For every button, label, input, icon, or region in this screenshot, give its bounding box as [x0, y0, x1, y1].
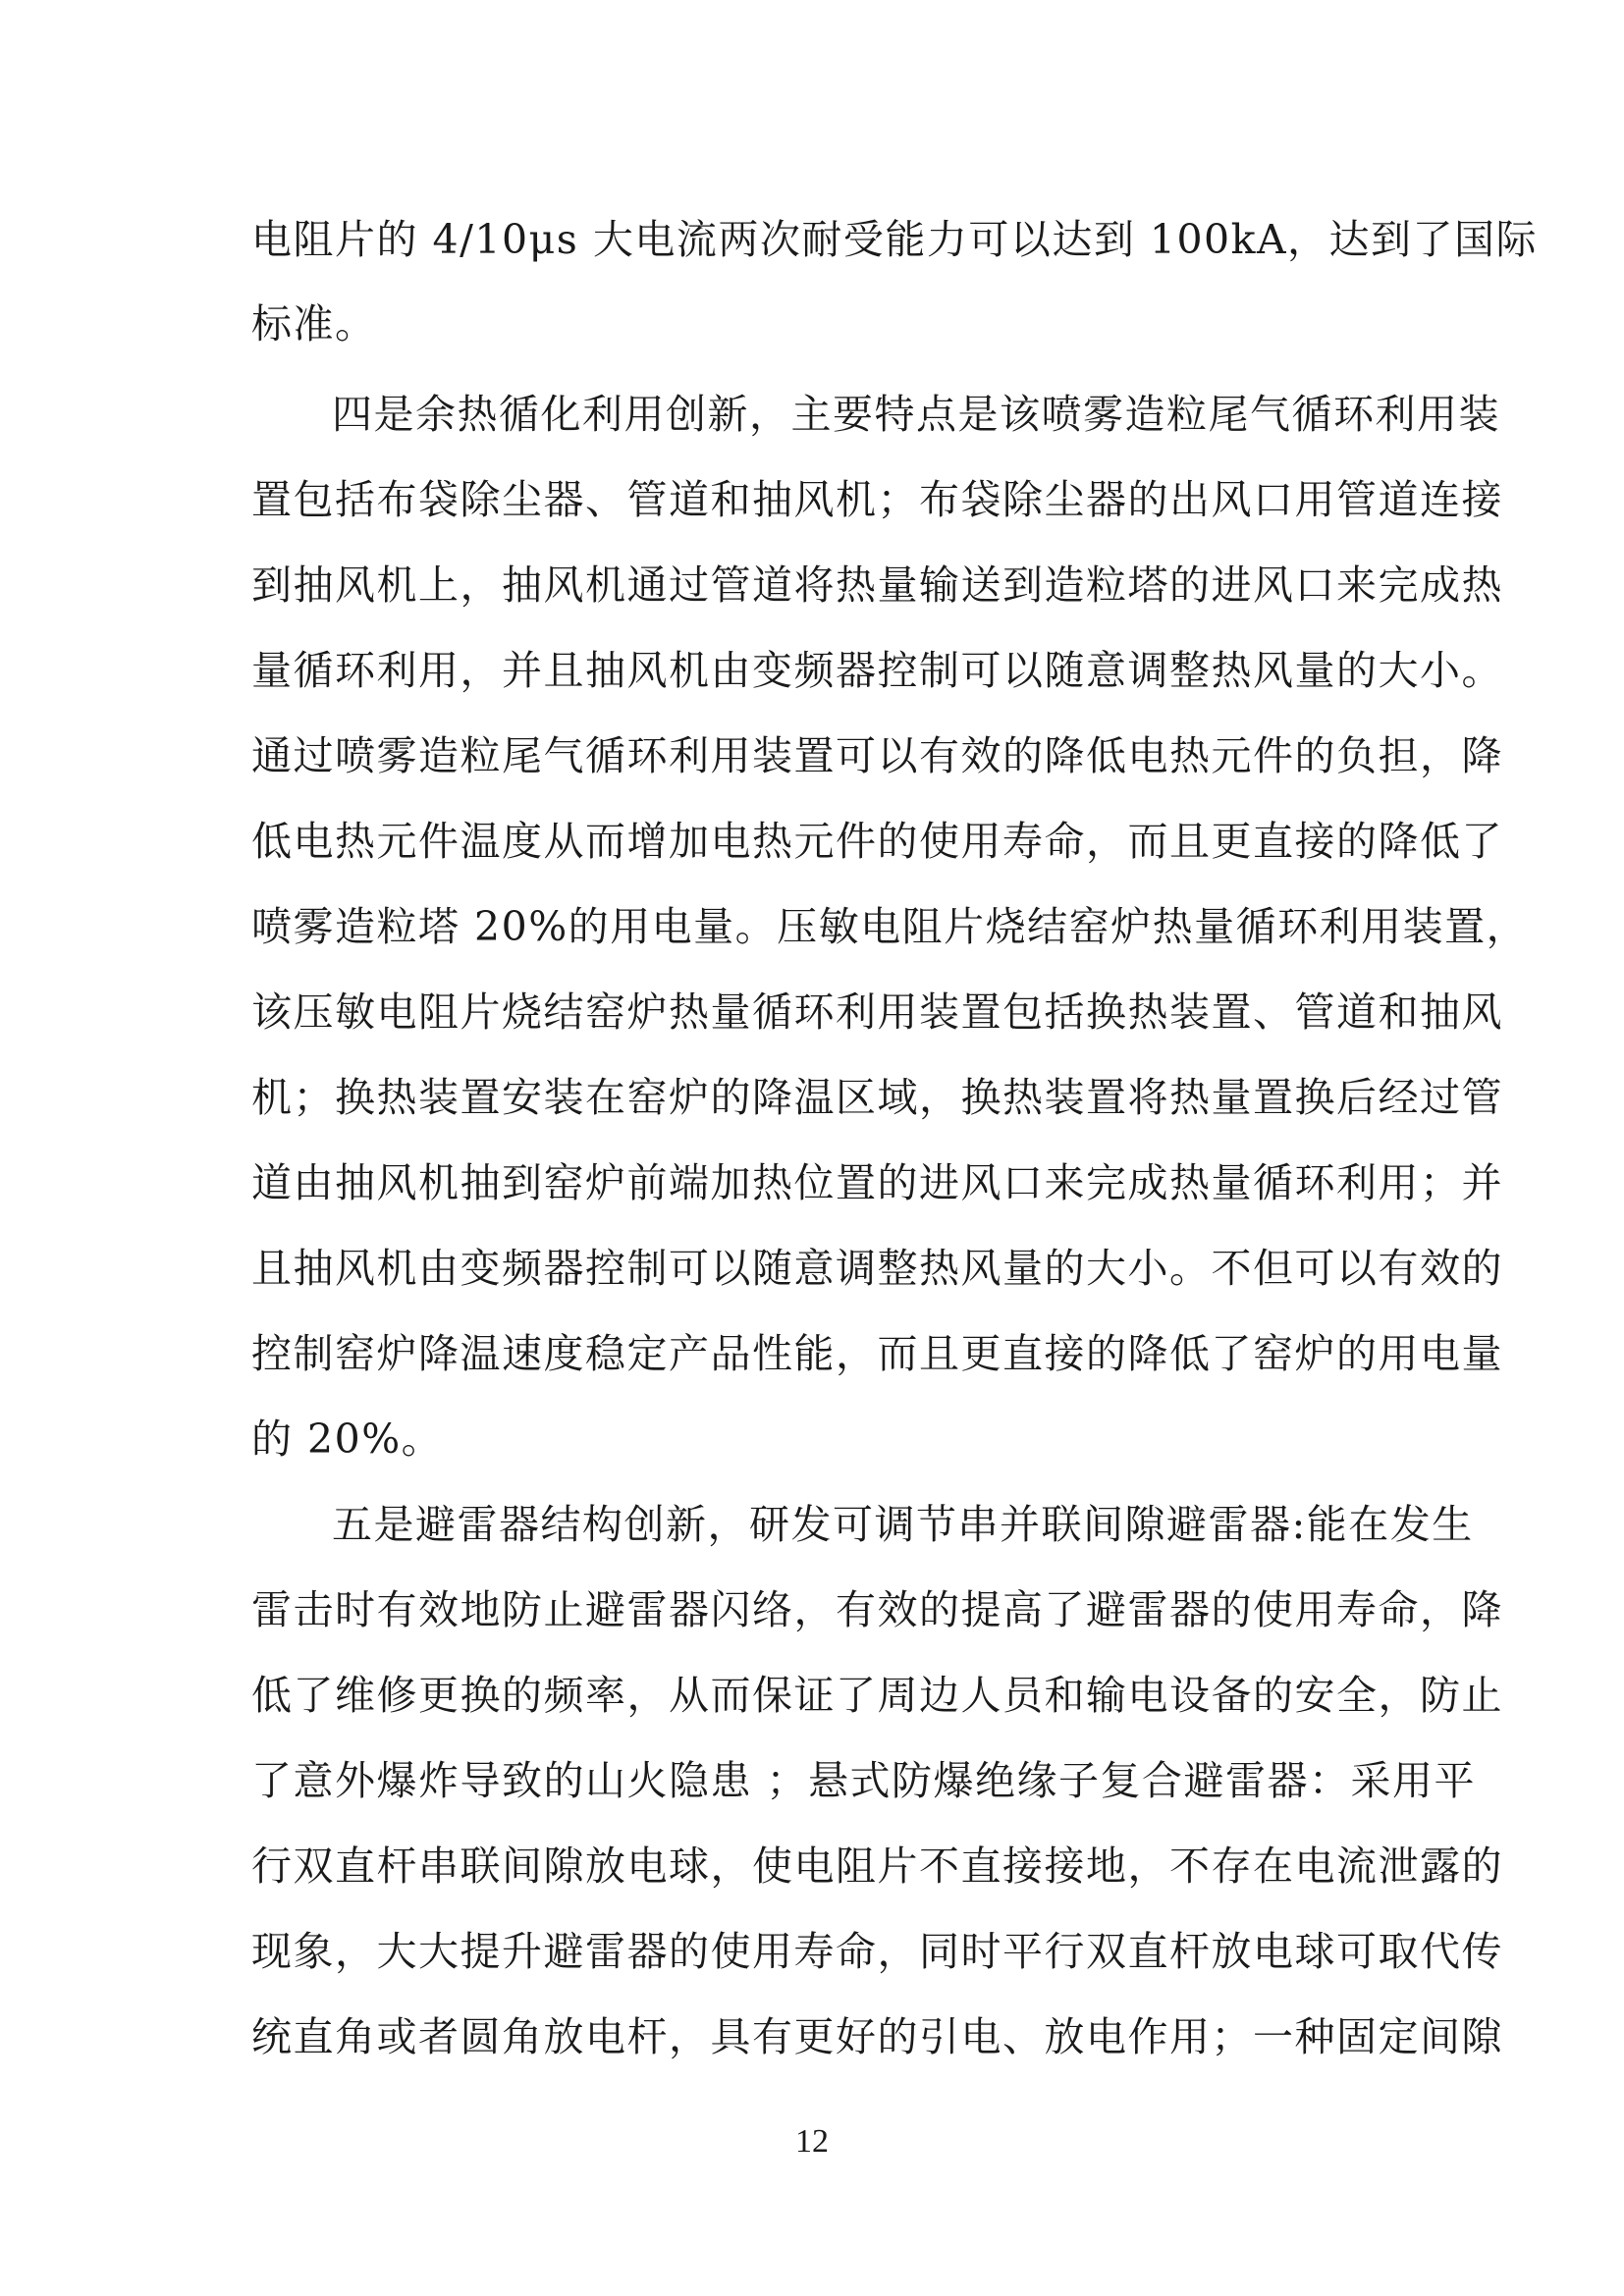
text-line: 的 20%。 [251, 1415, 444, 1463]
text-line: 统直角或者圆角放电杆，具有更好的引电、放电作用；一种固定间隙 [251, 2013, 1503, 2060]
text-line: 控制窑炉降温速度稳定产品性能，而且更直接的降低了窑炉的用电量 [251, 1330, 1503, 1377]
text-line: 到抽风机上，抽风机通过管道将热量输送到造粒塔的进风口来完成热 [251, 561, 1503, 609]
text-line: 现象，大大提升避雷器的使用寿命，同时平行双直杆放电球可取代传 [251, 1928, 1503, 1975]
text-line: 道由抽风机抽到窑炉前端加热位置的进风口来完成热量循环利用；并 [251, 1159, 1503, 1206]
text-line: 雷击时有效地防止避雷器闪络，有效的提高了避雷器的使用寿命，降 [251, 1586, 1503, 1633]
text-line: 且抽风机由变频器控制可以随意调整热风量的大小。不但可以有效的 [251, 1245, 1503, 1292]
text-line: 置包括布袋除尘器、管道和抽风机；布袋除尘器的出风口用管道连接 [251, 476, 1503, 523]
text-line: 通过喷雾造粒尾气循环利用装置可以有效的降低电热元件的负担，降 [251, 732, 1503, 779]
text-line: 量循环利用，并且抽风机由变频器控制可以随意调整热风量的大小。 [251, 647, 1503, 694]
text-line: 该压敏电阻片烧结窑炉热量循环利用装置包括换热装置、管道和抽风 [251, 988, 1503, 1036]
text-line: 了意外爆炸导致的山火隐患 ；悬式防爆绝缘子复合避雷器：采用平 [251, 1757, 1477, 1804]
text-line: 机；换热装置安装在窑炉的降温区域，换热装置将热量置换后经过管 [251, 1074, 1503, 1121]
text-line: 低了维修更换的频率，从而保证了周边人员和输电设备的安全，防止 [251, 1672, 1503, 1719]
text-line: 电阻片的 4/10μs 大电流两次耐受能力可以达到 100kA，达到了国际 [251, 216, 1539, 263]
text-line: 行双直杆串联间隙放电球，使电阻片不直接接地，不存在电流泄露的 [251, 1842, 1503, 1890]
paragraph-start-line: 四是余热循化利用创新，主要特点是该喷雾造粒尾气循环利用装 [332, 391, 1500, 438]
paragraph-start-line: 五是避雷器结构创新，研发可调节串并联间隙避雷器:能在发生 [332, 1501, 1474, 1548]
text-line: 喷雾造粒塔 20%的用电量。压敏电阻片烧结窑炉热量循环利用装置， [251, 903, 1529, 950]
page-number: 12 [795, 2123, 829, 2160]
text-line: 标准。 [251, 300, 377, 347]
text-line: 低电热元件温度从而增加电热元件的使用寿命，而且更直接的降低了 [251, 818, 1503, 865]
